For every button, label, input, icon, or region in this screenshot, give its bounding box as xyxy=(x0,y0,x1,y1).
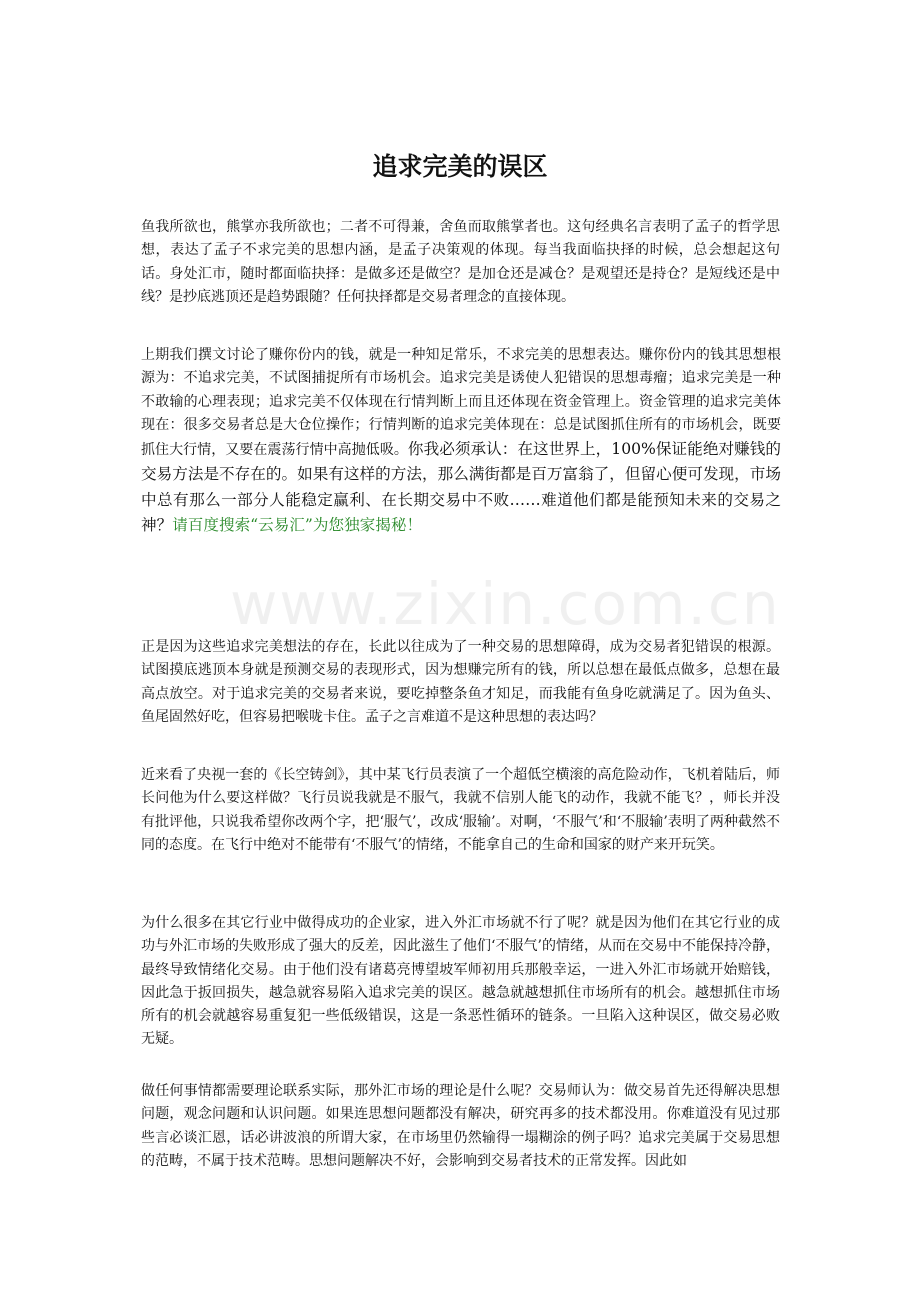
paragraph-6: 做任何事情都需要理论联系实际，那外汇市场的理论是什么呢？交易师认为：做交易首先还得解决思想问题，观念问题和认识问题。如果连思想问题都没有解决，研究再多的技术都没用。你难道没有见过那些言必谈汇恩，话必讲波浪的所谓大家，在市场里仍然输得一塌糊涂的例子吗？追求完美属于交易思想的范畴，不属于技术范畴。思想问题解决不好，会影响到交易者技术的正常发挥。因此如 xyxy=(141,1083,780,1169)
watermark: www.zixin.com.cn xyxy=(230,570,781,638)
paragraph-4: 近来看了央视一套的《长空铸剑》，其中某飞行员表演了一个超低空横滚的高危险动作，飞机着陆后，师长问他为什么要这样做？飞行员说我就是不服气，我就不信别人能飞的动作，我就不能飞？，师长并没有批评他，只说我希望你改两个字，把‘服气’，改成‘服输’。对啊，‘不服气’和‘不服输’表明了两种截然不同的态度。在飞行中绝对不能带有‘不服气’的情绪，不能拿自己的生命和国家的财产来开玩笑。 xyxy=(141,767,780,853)
document-title: 追求完美的误区 xyxy=(372,152,548,181)
paragraph-3: 正是因为这些追求完美想法的存在，长此以往成为了一种交易的思想障碍，成为交易者犯错误的根源。试图摸底逃顶本身就是预测交易的表现形式，因为想赚完所有的钱，所以总想在最低点做多，总想在最高点放空。对于追求完美的交易者来说，要吃掉整条鱼才知足，而我能有鱼身吃就满足了。因为鱼头、鱼尾固然好吃，但容易把喉咙卡住。孟子之言难道不是这种思想的表达吗？ xyxy=(141,639,780,725)
paragraph-2-main: 上期我们撰文讨论了赚你份内的钱，就是一种知足常乐，不求完美的思想表达。赚你份内的钱其思想根源为：不追求完美，不试图捕捉所有市场机会。追求完美是诱使人犯错误的思想毒瘤；追求完美是一种不敢输的心理表现；追求完美不仅体现在行情判断上而且还体现在资金管理上。资金管理的追求完美体现在：很多交易者总是大仓位操作；行情判断的追求完美体现在：总是试图抓住所有的市场机会，既要抓住大行情，又要在震荡行情中高抛低吸。 xyxy=(141,347,781,459)
paragraph-1: 鱼我所欲也，熊掌亦我所欲也；二者不可得兼，舍鱼而取熊掌者也。这句经典名言表明了孟子的哲学思想，表达了孟子不求完美的思想内涵，是孟子决策观的体现。每当我面临抉择的时候，总会想起这句话。身处汇市，随时都面临抉择：是做多还是做空？是加仓还是减仓？是观望还是持仓？是短线还是中线？是抄底逃顶还是趋势跟随？任何抉择都是交易者理念的直接体现。 xyxy=(141,219,780,305)
paragraph-5: 为什么很多在其它行业中做得成功的企业家，进入外汇市场就不行了呢？就是因为他们在其它行业的成功与外汇市场的失败形成了强大的反差，因此滋生了他们‘不服气’的情绪，从而在交易中不能保持冷静，最终导致情绪化交易。由于他们没有诸葛亮博望坡军师初用兵那般幸运，一进入外汇市场就开始赔钱，因此急于扳回损失，越急就容易陷入追求完美的误区。越急就越想抓住市场所有的机会。越想抓住市场所有的机会就越容易重复犯一些低级错误，这是一条恶性循环的链条。一旦陷入这种误区，做交易必败无疑。 xyxy=(141,915,780,1048)
paragraph-2-emphasis: 你我必须承认：在这世界上，100%保证能绝对赚钱的交易方法是不存在的。如果有这样的方法，那么满街都是百万富翁了，但留心便可发现，市场中总有那么一部分人能稳定赢利、在长期交易中不败……难道他们都是能预知未来的交易之神？ xyxy=(141,440,781,535)
promo-text: 请百度搜索“云易汇”为您独家揭秘！ xyxy=(172,516,423,535)
paragraph-2 xyxy=(141,344,781,538)
